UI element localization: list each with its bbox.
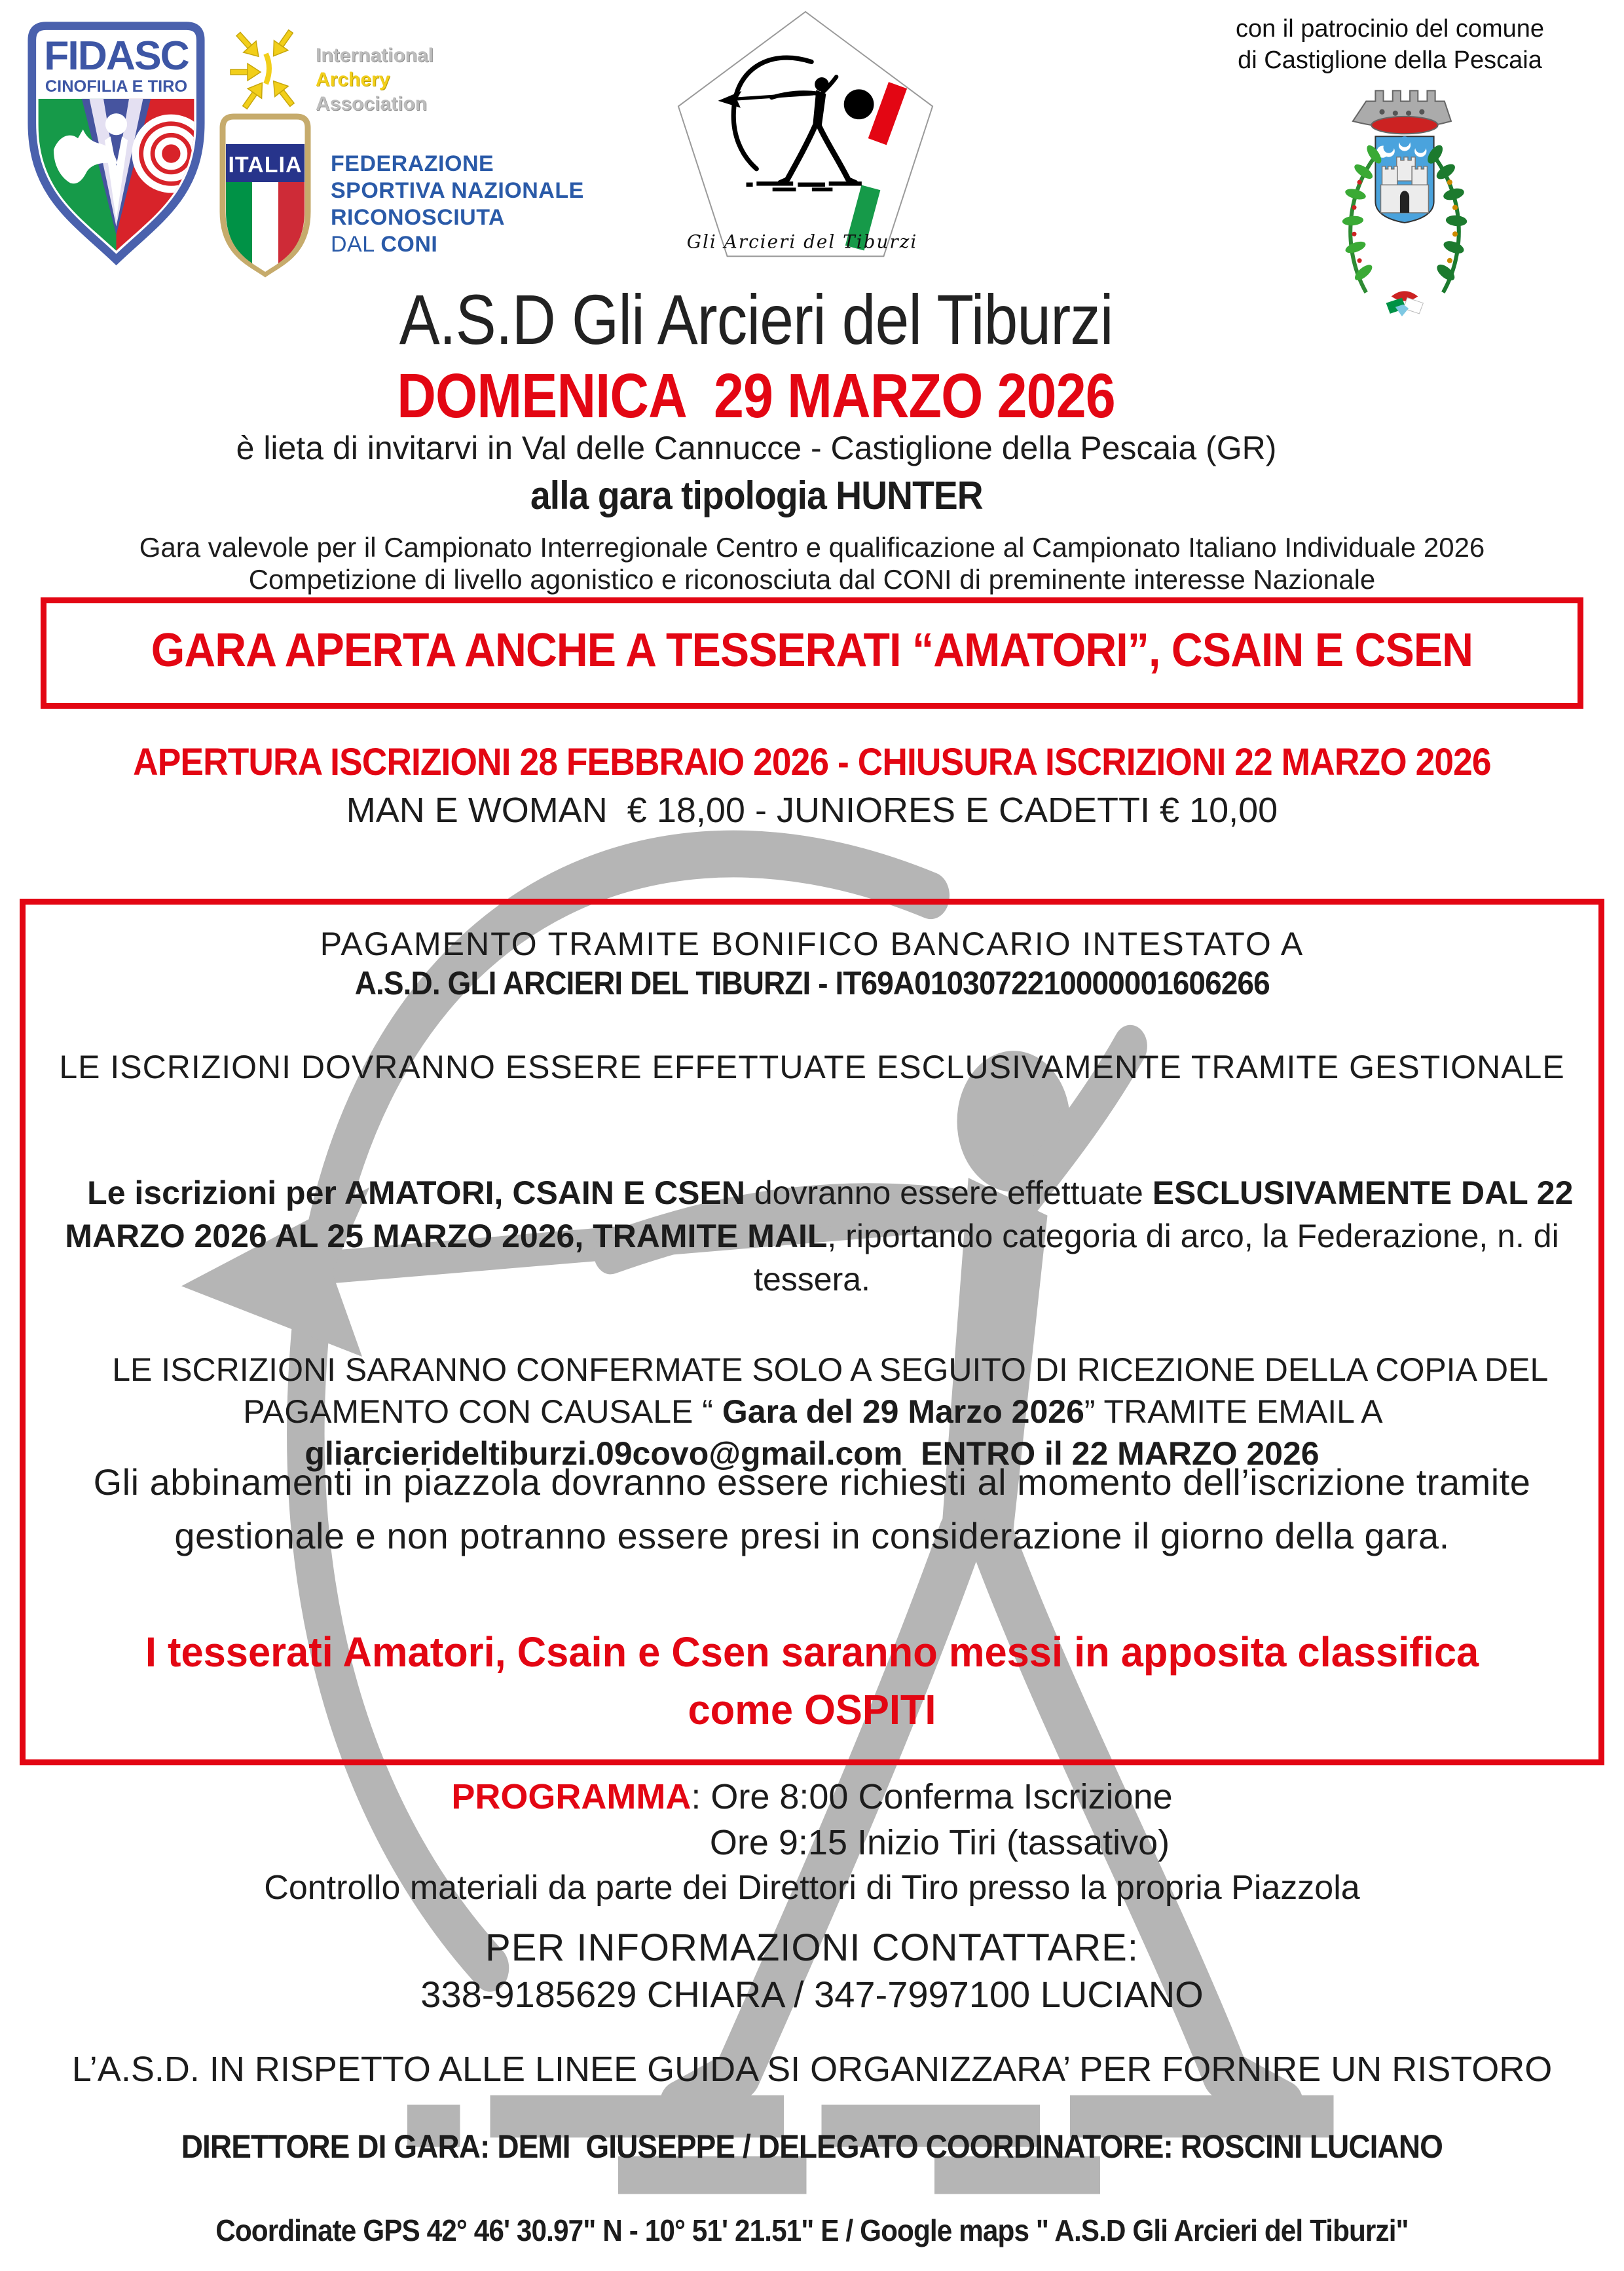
italia-label: ITALIA xyxy=(228,153,303,178)
italia-shield-logo xyxy=(216,110,314,287)
federation-line-4: DAL CONI xyxy=(331,232,438,257)
patronage-note xyxy=(1211,13,1568,76)
competition-type: alla gara tipologia HUNTER xyxy=(530,474,983,517)
invite-line: è lieta di invitarvi in Val delle Cannucce - Castiglione della Pescaia (GR) xyxy=(236,430,1277,466)
amatori-bold-2: ESCLUSIVAMENTE DAL 22 MARZO 2026 AL 25 MARZO 2026, TRAMITE MAIL xyxy=(65,1174,1583,1254)
club-caption: Gli Arcieri del Tiburzi xyxy=(686,231,918,253)
materials-line: Controllo materiali da parte dei Direttori di Tiro presso la propria Piazzola xyxy=(264,1869,1360,1907)
open-banner: GARA APERTA ANCHE A TESSERATI “AMATORI”, CSAIN E CSEN xyxy=(151,624,1473,677)
mural-crown-icon xyxy=(1353,90,1451,134)
confirm-regular-1: LE ISCRIZIONI SARANNO CONFERMATE SOLO A SEGUITO DI RICEZIONE DELLA COPIA DEL PAGAMENTO CON CAUSALE “ xyxy=(112,1351,1558,1430)
confirm-email: gliarcierideltiburzi.09covo@gmail.com ENTRO il 22 MARZO 2026 xyxy=(304,1435,1320,1472)
gestionale-line: LE ISCRIZIONI DOVRANNO ESSERE EFFETTUATE ESCLUSIVAMENTE TRAMITE GESTIONALE xyxy=(59,1049,1565,1085)
federation-line-3: RICONOSCIUTA xyxy=(331,205,506,230)
confirm-bold-causale: Gara del 29 Marzo 2026 xyxy=(722,1393,1084,1430)
federation-recognition-label xyxy=(331,151,584,258)
payment-intro: PAGAMENTO TRAMITE BONIFICO BANCARIO INTESTATO A xyxy=(320,926,1304,962)
event-date: DOMENICA 29 MARZO 2026 xyxy=(397,361,1116,431)
officials-line: DIRETTORE DI GARA: DEMI GIUSEPPE / DELEGATO COORDINATORE: ROSCINI LUCIANO xyxy=(181,2128,1443,2165)
amatori-bold-1: Le iscrizioni per AMATORI, CSAIN E CSEN xyxy=(87,1174,745,1211)
fidasc-subtitle: CINOFILIA E TIRO xyxy=(45,77,188,96)
ospiti-banner: I tesserati Amatori, Csain e Csen saranno messi in apposita classifica come OSPITI xyxy=(145,1628,1479,1733)
iaa-word-1: International xyxy=(316,45,434,66)
international-archery-association-label xyxy=(316,43,434,116)
validity-line: Gara valevole per il Campionato Interregionale Centro e qualificazione al Campionato Italiano Individuale 2026 xyxy=(139,532,1485,563)
enrollment-dates: APERTURA ISCRIZIONI 28 FEBBRAIO 2026 - CHIUSURA ISCRIZIONI 22 MARZO 2026 xyxy=(133,741,1491,783)
ristoro-line: L’A.S.D. IN RISPETTO ALLE LINEE GUIDA SI ORGANIZZARA’ PER FORNIRE UN RISTORO xyxy=(71,2050,1553,2089)
contacts-heading: PER INFORMAZIONI CONTATTARE: xyxy=(485,1926,1139,1969)
federation-line-1: FEDERAZIONE xyxy=(331,151,494,176)
payee-iban: A.S.D. GLI ARCIERI DEL TIBURZI - IT69A0103072210000001606266 xyxy=(354,965,1270,1002)
contacts-phones: 338-9185629 CHIARA / 347-7997100 LUCIANO xyxy=(420,1974,1204,2015)
sun-dot-icon xyxy=(844,89,874,119)
program-item-2: Ore 9:15 Inizio Tiri (tassativo) xyxy=(709,1823,1170,1862)
program-label: PROGRAMMA xyxy=(451,1777,692,1816)
amatori-regular-1: dovranno essere effettuate xyxy=(745,1174,1153,1211)
iaa-word-2: Archery xyxy=(316,69,390,90)
program-item-1: : Ore 8:00 Conferma Iscrizione xyxy=(691,1777,1173,1816)
fees-line: MAN E WOMAN € 18,00 - JUNIORES E CADETTI € 10,00 xyxy=(346,791,1278,830)
federation-line-2: SPORTIVA NAZIONALE xyxy=(331,178,584,203)
iaa-word-3: Association xyxy=(316,93,428,115)
confirm-regular-2: ” TRAMITE EMAIL A xyxy=(1084,1393,1390,1430)
gps-line: Coordinate GPS 42° 46' 30.97" N - 10° 51' 21.51" E / Google maps " A.S.D Gli Arcieri del Tiburzi" xyxy=(215,2213,1409,2247)
amatori-regular-2: , riportando categoria di arco, la Federazione, n. di tessera. xyxy=(754,1218,1568,1298)
fidasc-wordmark: FIDASC xyxy=(44,33,189,79)
page-title: A.S.D Gli Arcieri del Tiburzi xyxy=(399,280,1113,359)
international-archery-association-icon xyxy=(228,25,308,111)
patronage-line-2: di Castiglione della Pescaia xyxy=(1238,47,1542,74)
fidasc-logo xyxy=(20,14,213,270)
patronage-line-1: con il patrocinio del comune xyxy=(1235,15,1545,43)
piazzola-paragraph: Gli abbinamenti in piazzola dovranno essere richiesti al momento dell’iscrizione tramite gestionale e non potranno essere presi in considerazione il giorno della gara. xyxy=(93,1461,1531,1556)
recognition-line: Competizione di livello agonistico e riconosciuta dal CONI di preminente interesse Nazionale xyxy=(248,564,1376,595)
club-pentagon-logo xyxy=(671,5,940,286)
program-line xyxy=(0,1776,1624,1817)
